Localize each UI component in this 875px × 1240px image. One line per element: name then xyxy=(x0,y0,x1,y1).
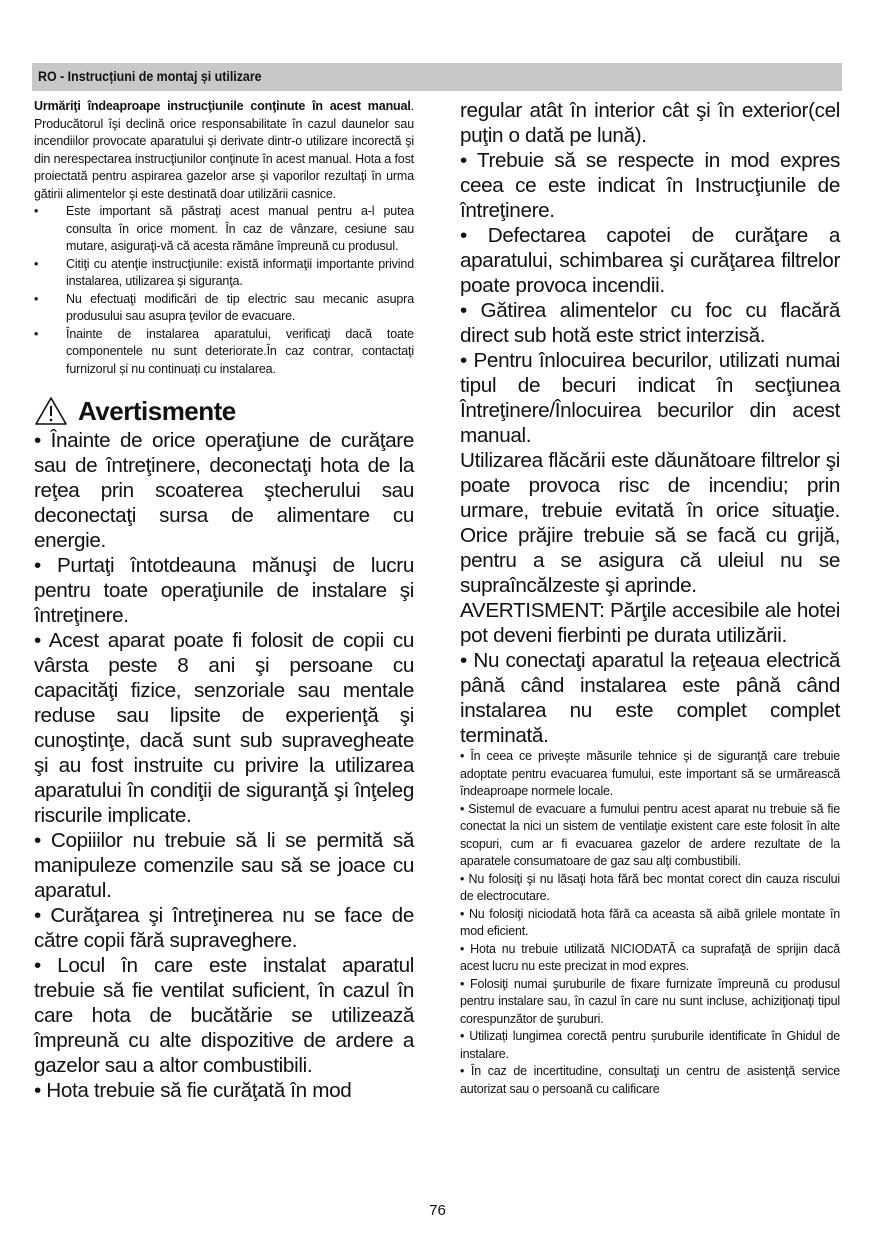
small-warning-paragraph: • În caz de incertitudine, consultaţi un centru de asistenţă service autorizat sau o persoană cu calificare xyxy=(460,1064,840,1096)
small-warning-paragraph: • Nu folosiţi şi nu lăsaţi hota fără bec montat corect din cauza riscului de electrocutare. xyxy=(460,871,840,903)
warning-paragraph: • Gătirea alimentelor cu foc cu flacără direct sub hotă este strict interzisă. xyxy=(460,299,840,347)
small-warning-paragraph: • În ceea ce priveşte măsurile tehnice şi de siguranţă care trebuie adoptate pentru evacuarea fumului, este important să se urmărească îndeaproape normele locale. xyxy=(460,749,840,798)
warning-paragraph: • Trebuie să se respecte in mod expres ceea ce este indicat în Instrucţiunile de întreţinere. xyxy=(460,149,840,222)
warnings-heading-row xyxy=(34,394,414,428)
warning-paragraph: • Curăţarea şi întreţinerea nu se face de către copii fără supraveghere. xyxy=(34,904,414,952)
bullet-text: Este important să păstraţi acest manual pentru a-l putea consulta în orice moment. În caz de vânzare, cesiune sau mutare, asiguraţi-vă că acesta rămâne împreună cu produsul. xyxy=(66,204,414,253)
warning-paragraph: Utilizarea flăcării este dăunătoare filtrelor şi poate provoca risc de incendiu; prin urmare, trebuie evitată în orice situaţie. Orice prăjire trebuie să se facă cu grijă, pentru a se asigura că uleiul nu se supraîncălzeste şi aprinde. xyxy=(460,449,840,597)
bullet-text: Nu efectuaţi modificări de tip electric sau mecanic asupra produsului sau asupra ţevilor de evacuare. xyxy=(66,291,414,323)
bullet-mark: • xyxy=(34,326,39,341)
section-title: RO - Instrucțiuni de montaj și utilizare xyxy=(38,69,262,84)
small-warning-paragraph: • Sistemul de evacuare a fumului pentru acest aparat nu trebuie să fie conectat la nici un sistem de ventilaţie existent care este folosit în alte scopuri, cum ar fi evacuarea gazelor de ardere rezultate de la aparatele consumatoare de gaz sau alţi combustibili. xyxy=(460,801,840,868)
bullet-text: Înainte de instalarea aparatului, verificaţi dacă toate componentele nu sunt deteriorate.În caz contrar, contactaţi furnizorul și nu continuați cu instalarea. xyxy=(66,326,414,376)
page-number: 76 xyxy=(429,1202,446,1219)
intro-bullet-list xyxy=(34,203,414,378)
bullet-mark: • xyxy=(34,204,39,218)
warning-paragraph: • Purtaţi întotdeauna mănuşi de lucru pentru toate operaţiunile de instalare şi întreţinere. xyxy=(34,554,414,627)
warning-paragraph: • Înainte de orice operaţiune de curăţare sau de întreţinere, deconectaţi hota de la reţea prin scoaterea ştecherului sau deconectaţi sursa de alimentare cu energie. xyxy=(34,429,414,552)
warning-paragraph: AVERTISMENT: Părţile accesibile ale hotei pot deveni fierbinti pe durata utilizării. xyxy=(460,599,840,647)
warning-paragraph: • Nu conectaţi aparatul la reţeaua electrică până când instalarea este până când instalarea nu este complet complet terminată. xyxy=(460,649,840,747)
bullet-mark: • xyxy=(34,256,39,271)
section-header-bar xyxy=(32,63,842,91)
small-warning-paragraph: • Utilizați lungimea corectă pentru șuruburile identificate în Ghidul de instalare. xyxy=(460,1029,840,1061)
intro-paragraph xyxy=(34,98,414,203)
intro-text: . Producătorul îşi declină orice responsabilitate în cazul daunelor sau incendiilor provocate aparatului şi derivate dintr-o utilizare incorectă şi din nerespectarea instrucţiunilor conţinute în acest manual. Hota a fost proiectată pentru aspirarea gazelor arse şi vaporilor rezultaţi în urma gătirii alimentelor şi este destinată doar utilizării casnice. xyxy=(34,99,414,201)
small-warning-paragraph: • Nu folosiţi niciodată hota fără ca aceasta să aibă grilele montate în mod eficient. xyxy=(460,906,840,938)
warning-triangle-icon xyxy=(34,396,68,426)
intro-bold-lead: Urmăriţi îndeaproape instrucţiunile conţinute în acest manual xyxy=(34,99,411,113)
small-warning-paragraph: • Folosiţi numai şuruburile de fixare furnizate împreună cu produsul pentru instalare sau, în cazul în care nu sunt incluse, achiziţionaţi tipul corespunzător de şuruburi. xyxy=(460,976,840,1026)
list-item xyxy=(34,203,414,256)
warning-paragraph: • Copiiilor nu trebuie să li se permită să manipuleze comenzile sau să se joace cu aparatul. xyxy=(34,829,414,902)
warning-paragraph: • Acest aparat poate fi folosit de copii cu vârsta peste 8 ani şi persoane cu capacităţi fizice, senzoriale sau mentale reduse sau lipsite de experienţă şi cunoştinţe, dacă sunt sub supravegheate şi au fost instruite cu privire la utilizarea aparatului în condiţii de siguranţă şi înţeleg riscurile implicate. xyxy=(34,629,414,827)
bullet-text: Citiţi cu atenţie instrucţiunile: există informaţii importante privind instalarea, utilizarea şi siguranţa. xyxy=(66,256,414,288)
list-item xyxy=(34,256,414,291)
left-column xyxy=(34,98,414,1103)
warnings-heading: Avertismente xyxy=(78,395,236,426)
list-item xyxy=(34,291,414,326)
small-warning-paragraph: • Hota nu trebuie utilizată NICIODATĂ ca suprafaţă de sprijin dacă acest lucru nu este precizat in mod expres. xyxy=(460,941,840,973)
bullet-mark: • xyxy=(34,291,39,306)
list-item xyxy=(34,326,414,379)
warning-paragraph: • Defectarea capotei de curăţare a aparatului, schimbarea şi curăţarea filtrelor poate provoca incendii. xyxy=(460,224,840,297)
warning-paragraph-split-end: regular atât în interior cât şi în exterior(cel puţin o dată pe lună). xyxy=(460,99,840,147)
warning-paragraph: • Locul în care este instalat aparatul trebuie să fie ventilat suficient, în cazul în care hota de bucătărie se utilizează împreună cu alte dispozitive de ardere a gazelor sau a altor combustibili. xyxy=(34,954,414,1077)
right-column xyxy=(460,98,840,1098)
warning-paragraph-split-start: • Hota trebuie să fie curăţată în mod xyxy=(34,1079,352,1102)
warning-paragraph: • Pentru înlocuirea becurilor, utilizati numai tipul de becuri indicat în secţiunea Întreţinere/Înlocuirea becurilor din acest manual. xyxy=(460,349,840,447)
